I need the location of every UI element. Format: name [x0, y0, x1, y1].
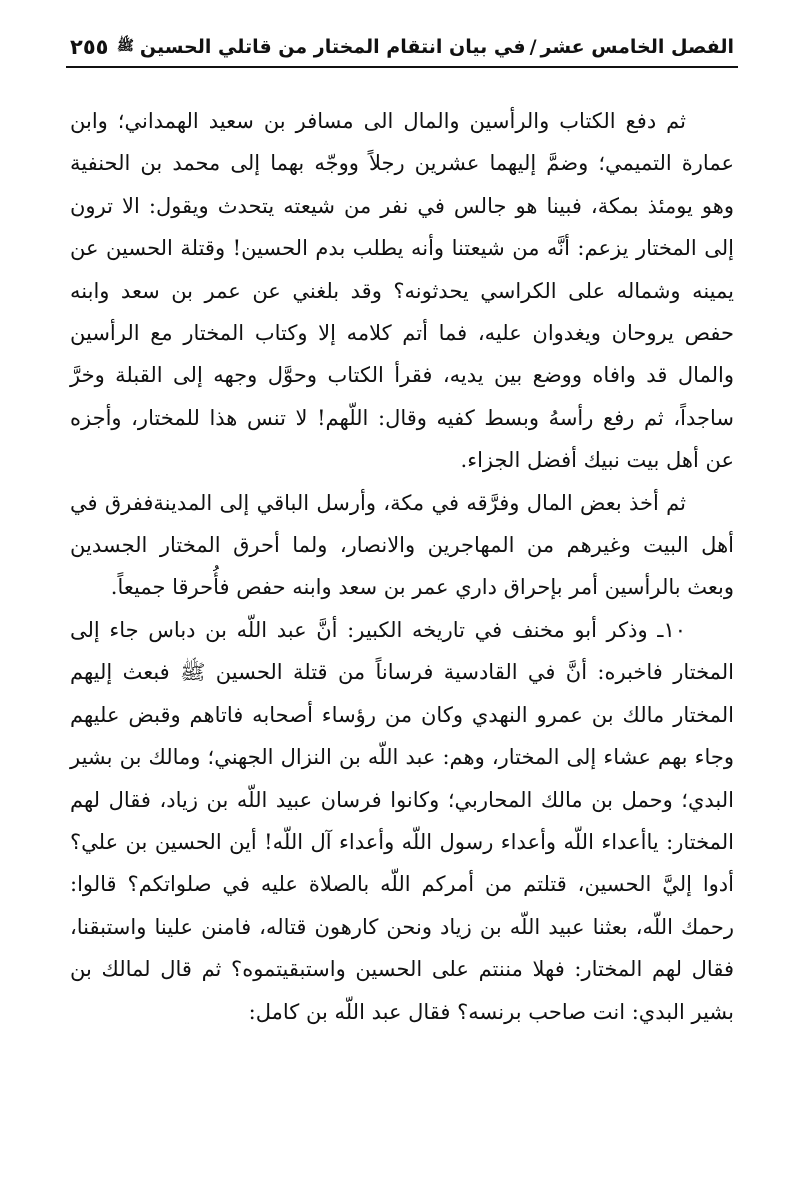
- running-head: [70, 30, 734, 64]
- page-number: ٢٥٥: [70, 35, 109, 59]
- section-title: في بيان انتقام المختار من قاتلي الحسين: [139, 36, 526, 58]
- paragraph-2: ثم أخذ بعض المال وفرَّقه في مكة، وأرسل الباقي إلى المدينةففرق في أهل البيت وغيرهم من المهاجرين والانصار، ولما أحرق المختار الجسدين وبعث بالرأسين أمر بإحراق داري عمر بن سعد وابنه حفص فأُحرقا جميعاً.: [70, 490, 734, 600]
- body-text: [70, 100, 734, 1033]
- running-head-title: [117, 36, 734, 58]
- paragraph-3: ١٠ـ وذكر أبو مخنف في تاريخه الكبير: أنَّ عبد اللّه بن دباس جاء إلى المختار فاخبره: أنَّ في القادسية فرساناً من قتلة الحسين ﷺ فبعث إليهم المختار مالك بن عمرو النهدي وكان من رؤساء أصحابه فاتاهم وقبض عليهم وجاء بهم عشاء إلى المختار، وهم: عبد اللّه بن النزال الجهني؛ ومالك بن بشير البدي؛ وحمل بن مالك المحاربي؛ وكانوا فرسان عبيد اللّه بن زياد، فقال لهم المختار: ياأعداء اللّه وأعداء رسول اللّه وأعداء آل اللّه! أين الحسين بن علي؟ أدوا إليَّ الحسين، قتلتم من أمركم اللّه بالصلاة عليه في صلواتكم؟ قالوا: رحمك اللّه، بعثنا عبيد اللّه بن زياد ونحن كارهون قتاله، فامنن علينا واستبقنا، فقال لهم المختار: فهلا مننتم على الحسين واستبقيتموه؟ ثم قال لمالك بن بشير البدي: انت صاحب برنسه؟ فقال عبد اللّه بن كامل:: [70, 617, 734, 1024]
- header-divider: [66, 66, 738, 68]
- chapter-title: الفصل الخامس عشر: [540, 36, 734, 58]
- title-separator: /: [529, 36, 537, 58]
- paragraph-1: ثم دفع الكتاب والرأسين والمال الى مسافر بن سعيد الهمداني؛ وابن عمارة التميمي؛ وضمَّ إليهما عشرين رجلاً ووجّه بهما إلى محمد بن الحنفية وهو يومئذ بمكة، فبينا هو جالس في نفر من شيعته يتحدث ويقول: الا ترون إلى المختار يزعم: أنَّه من شيعتنا وأنه يطلب بدم الحسين! وقتلة الحسين عن يمينه وشماله على الكراسي يحدثونه؟ وقد بلغني عن عمر بن سعد وابنه حفص يروحان ويغدوان عليه، فما أتم كلامه إلا وكتاب المختار مع الرأسين والمال قد وافاه ووضع بين يديه، فقرأ الكتاب وحوَّل وجهه إلى القبلة وخرَّ ساجداً، ثم رفع رأسهُ وبسط كفيه وقال: اللّهم! لا تنس هذا للمختار، وأجزه عن أهل بيت نبيك أفضل الجزاء.: [70, 109, 734, 473]
- honorific-glyph: ﷺ: [116, 38, 134, 54]
